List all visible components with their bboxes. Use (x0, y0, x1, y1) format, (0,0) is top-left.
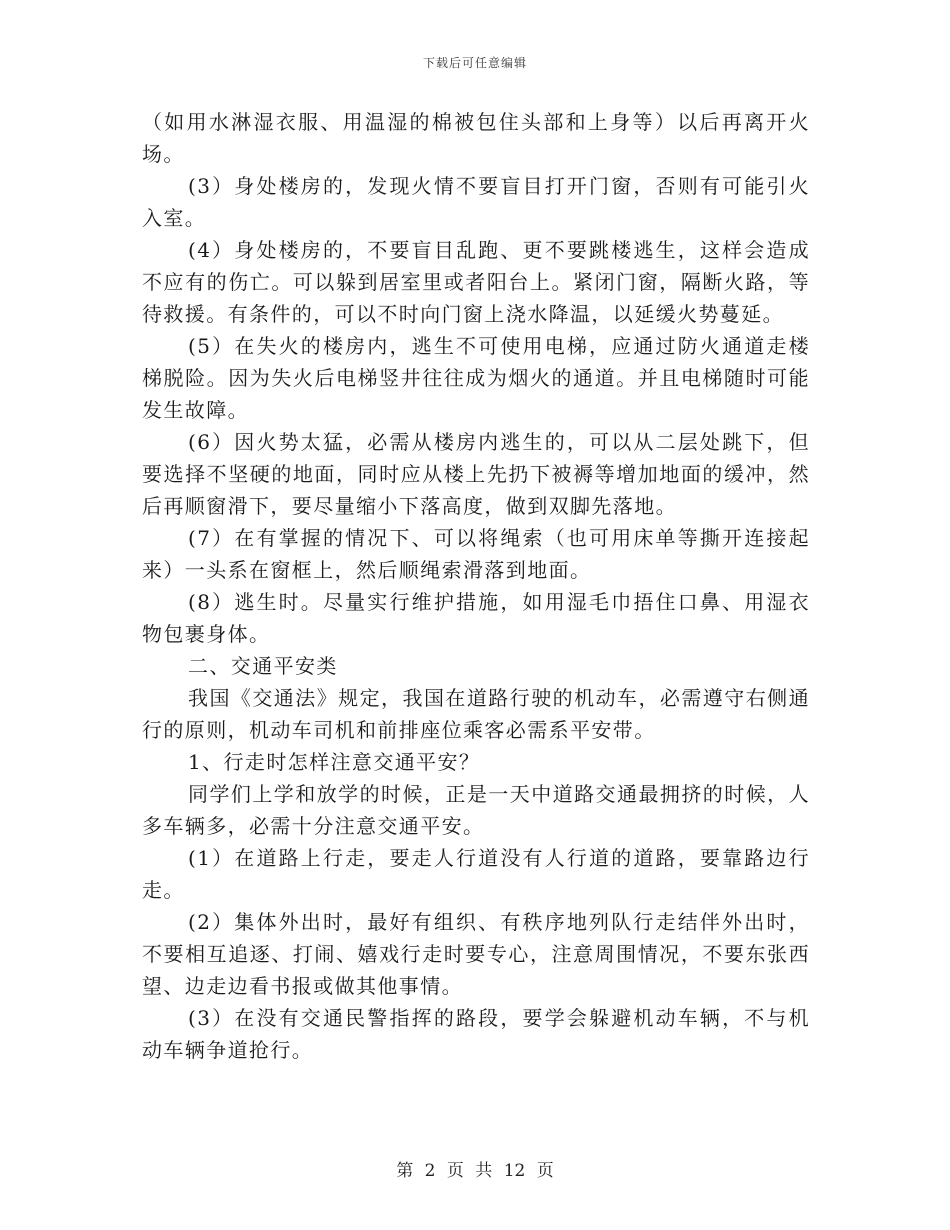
paragraph-continuation: （如用水淋湿衣服、用温湿的棉被包住头部和上身等）以后再离开火场。 (142, 110, 810, 166)
paragraph-traffic-law: 我国《交通法》规定，我国在道路行驶的机动车，必需遵守右侧通行的原则，机动车司机和前排座位乘客必需系平安带。 (142, 686, 810, 742)
paragraph-walking-item-2: (2）集体外出时，最好有组织、有秩序地列队行走结伴外出时，不要相互追逐、打闹、嬉戏行走时要专心，注意周围情况，不要东张西望、边走边看书报或做其他事情。 (142, 910, 810, 998)
section-heading-traffic: 二、交通平安类 (188, 654, 338, 678)
paragraph-walking-item-3: (3）在没有交通民警指挥的路段，要学会躲避机动车辆，不与机动车辆争道抢行。 (142, 1006, 810, 1062)
page-footer: 第 2 页 共 12 页 (396, 1161, 554, 1181)
page-header: 下载后可任意编辑 (422, 56, 527, 70)
paragraph-fire-item-7: (7）在有掌握的情况下、可以将绳索（也可用床单等撕开连接起来）一头系在窗框上，然后顺绳索滑落到地面。 (142, 526, 810, 582)
paragraph-fire-item-4: (4）身处楼房的，不要盲目乱跑、更不要跳楼逃生，这样会造成不应有的伤亡。可以躲到居室里或者阳台上。紧闭门窗，隔断火路，等待救援。有条件的，可以不时向门窗上浇水降温，以延缓火势蔓延。 (142, 238, 810, 326)
document-body (142, 106, 810, 1066)
subheading-walking-safety: 1、行走时怎样注意交通平安？ (188, 750, 481, 774)
paragraph-fire-item-8: (8）逃生时。尽量实行维护措施，如用湿毛巾捂住口鼻、用湿衣物包裹身体。 (142, 590, 810, 646)
paragraph-fire-item-6: (6）因火势太猛，必需从楼房内逃生的，可以从二层处跳下，但要选择不坚硬的地面，同时应从楼上先扔下被褥等增加地面的缓冲，然后再顺窗滑下，要尽量缩小下落高度，做到双脚先落地。 (142, 430, 810, 518)
paragraph-fire-item-5: (5）在失火的楼房内，逃生不可使用电梯，应通过防火通道走楼梯脱险。因为失火后电梯竖井往往成为烟火的通道。并且电梯随时可能发生故障。 (142, 334, 810, 422)
paragraph-walking-intro: 同学们上学和放学的时候，正是一天中道路交通最拥挤的时候，人多车辆多，必需十分注意交通平安。 (142, 782, 810, 838)
paragraph-walking-item-1: (1）在道路上行走，要走人行道没有人行道的道路，要靠路边行走。 (142, 846, 810, 902)
paragraph-fire-item-3: (3）身处楼房的，发现火情不要盲目打开门窗，否则有可能引火入室。 (142, 174, 810, 230)
